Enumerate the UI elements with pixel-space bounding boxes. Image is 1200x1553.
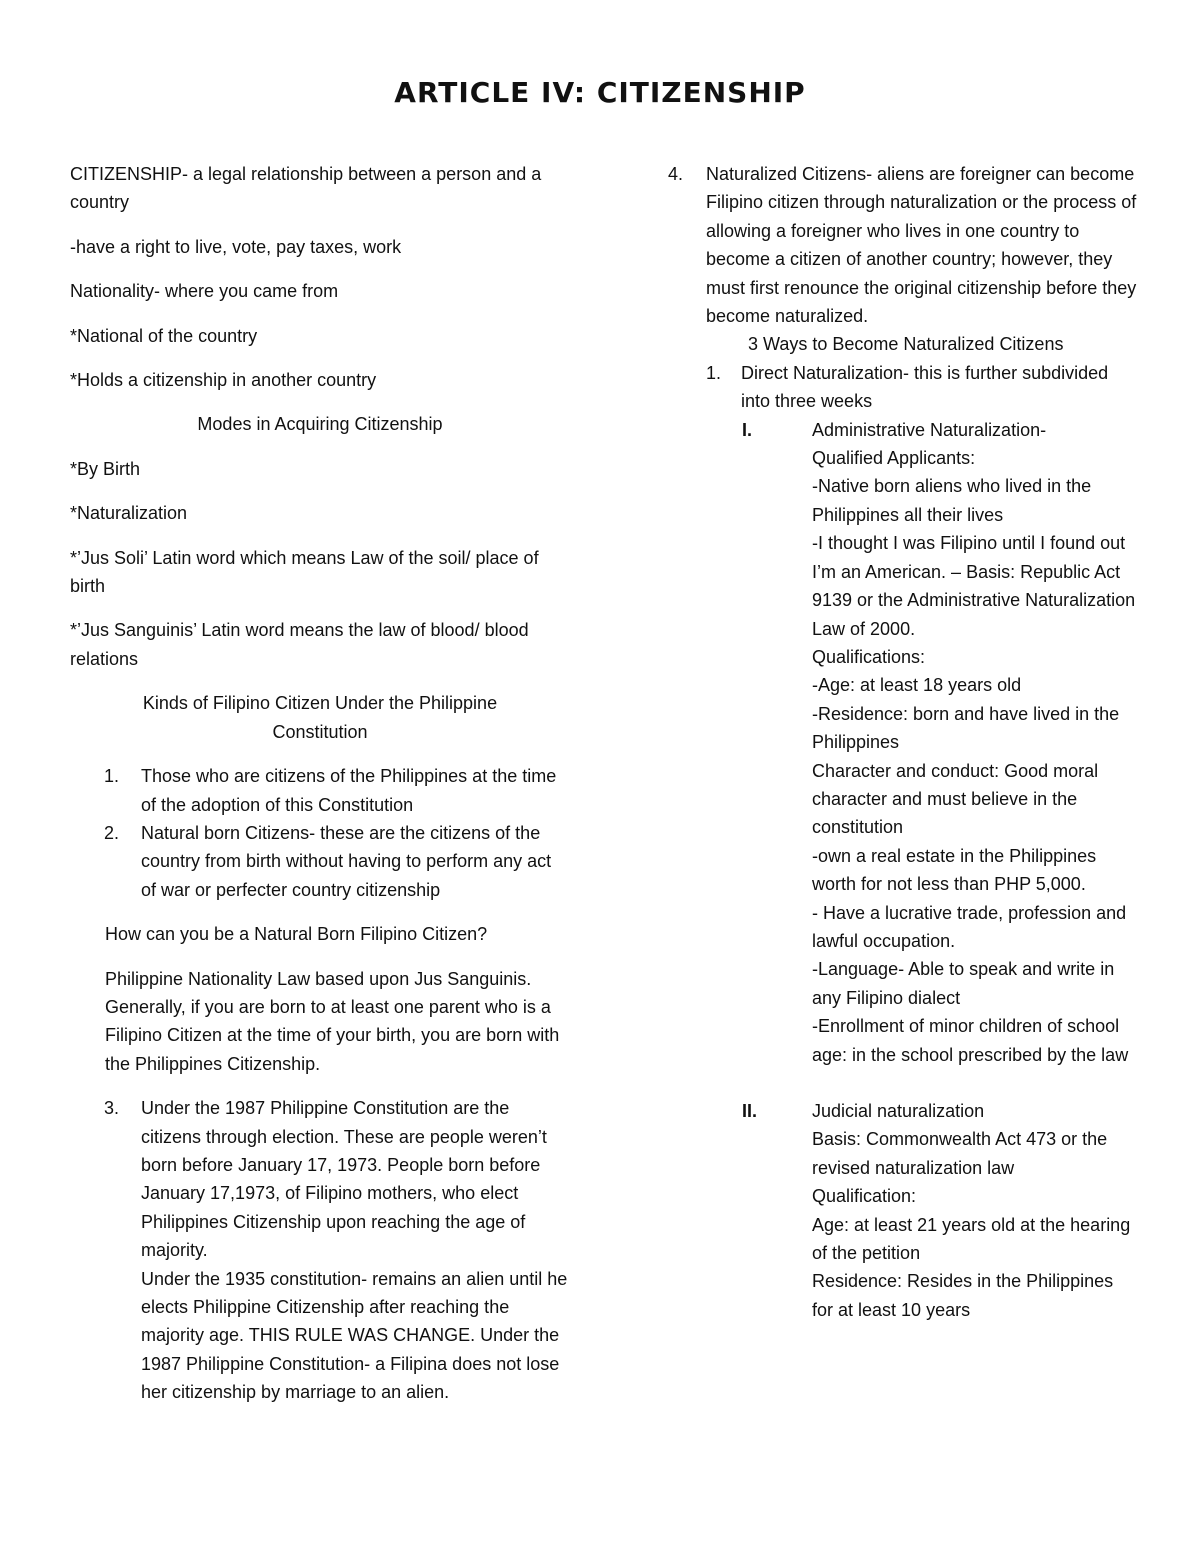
roman-line: - Have a lucrative trade, profession and lawful occupation.: [812, 902, 1127, 951]
left-column: [70, 160, 570, 1423]
citizenship-rights: -have a right to live, vote, pay taxes, work: [70, 236, 402, 257]
roman-line: Qualified Applicants:: [812, 448, 976, 469]
list-text: Naturalized Citizens- aliens are foreigner can become Filipino citizen through naturalization or the process of allowing a foreigner who lives in one country to become a citizen of another country; however, they must first renounce the original citizenship before they become naturalized.: [706, 164, 1137, 327]
roman-line: Character and conduct: Good moral character and must believe in the constitution: [812, 760, 1099, 838]
roman-line: -Language- Able to speak and write in any Filipino dialect: [812, 959, 1115, 1008]
nationality-bullet: *National of the country: [70, 325, 258, 346]
natural-born-answer: Philippine Nationality Law based upon Jus Sanguinis. Generally, if you are born to at least one parent who is a Filipino Citizen at the time of your birth, you are born with the Philippines Citizenship.: [105, 968, 560, 1074]
list-text: Under the 1935 constitution- remains an alien until he elects Philippine Citizenship after reaching the majority age. THIS RULE WAS CHANGE. Under the 1987 Philippine Constitution- a Filipina does not lose her citizenship by marriage to an alien.: [141, 1268, 568, 1403]
roman-line: Judicial naturalization: [812, 1101, 985, 1121]
list-item: [70, 819, 570, 904]
roman-line: Basis: Commonwealth Act 473 or the revised naturalization law: [812, 1129, 1108, 1178]
roman-line: Qualification:: [812, 1186, 917, 1207]
roman-line: -Age: at least 18 years old: [812, 675, 1022, 696]
mode-item: *’Jus Sanguinis’ Latin word means the law of blood/ blood relations: [70, 620, 529, 669]
roman-line: -Enrollment of minor children of school age: in the school prescribed by the law: [812, 1016, 1129, 1065]
page-title: ARTICLE IV: CITIZENSHIP: [394, 76, 806, 109]
list-number: 2.: [104, 822, 120, 843]
right-column: [668, 160, 1138, 1324]
roman-item: [668, 1097, 1138, 1324]
roman-line: Residence: Resides in the Philippines for at least 10 years: [812, 1271, 1114, 1320]
roman-line: -own a real estate in the Philippines worth for not less than PHP 5,000.: [812, 845, 1097, 895]
ways-heading: 3 Ways to Become Naturalized Citizens: [748, 334, 1064, 355]
list-number: 1.: [706, 362, 722, 383]
roman-line: Qualifications:: [812, 646, 926, 667]
list-text: Direct Naturalization- this is further subdivided into three weeks: [741, 362, 1109, 412]
mode-item: *Naturalization: [70, 503, 188, 524]
kinds-list: [70, 762, 570, 904]
roman-line: -Residence: born and have lived in the Philippines: [812, 703, 1120, 753]
mode-item: *By Birth: [70, 458, 141, 479]
list-item: [70, 762, 570, 819]
list-text: Natural born Citizens- these are the citizens of the country from birth without having to perform any act of war or perfecter country citizenship: [141, 822, 552, 900]
kinds-heading: Kinds of Filipino Citizen Under the Philippine Constitution: [142, 693, 498, 742]
roman-item: [668, 416, 1138, 1069]
roman-line: -I thought I was Filipino until I found out I’m an American. – Basis: Republic Act 9139 or the Administrative Naturalization Law of 2000.: [812, 533, 1136, 639]
kinds-list-continued: [70, 1094, 570, 1406]
roman-line: Age: at least 21 years old at the hearing of the petition: [812, 1214, 1131, 1264]
list-number: 1.: [104, 766, 120, 787]
roman-line: Administrative Naturalization-: [812, 419, 1047, 440]
modes-heading: Modes in Acquiring Citizenship: [197, 414, 443, 435]
citizenship-definition: CITIZENSHIP- a legal relationship between a person and a country: [70, 164, 542, 213]
list-text: Under the 1987 Philippine Constitution are the citizens through election. These are people weren’t born before January 17, 1973. People born before January 17,1973, of Filipino mothers, who elect Philippines Citizenship upon reaching the age of majority.: [141, 1098, 547, 1261]
list-number: 3.: [104, 1098, 120, 1119]
roman-number: I.: [742, 419, 753, 440]
mode-item: *’Jus Soli’ Latin word which means Law of the soil/ place of birth: [70, 547, 539, 597]
list-number: 4.: [668, 164, 684, 184]
natural-born-question: How can you be a Natural Born Filipino Citizen?: [105, 924, 488, 945]
nationality-definition: Nationality- where you came from: [70, 281, 339, 302]
list-item: [70, 1094, 570, 1406]
roman-number: II.: [742, 1101, 758, 1121]
roman-line: -Native born aliens who lived in the Philippines all their lives: [812, 476, 1092, 525]
list-item: [668, 359, 1138, 416]
list-item: [668, 160, 1138, 359]
list-text: Those who are citizens of the Philippines at the time of the adoption of this Constitution: [141, 766, 557, 815]
nationality-bullet: *Holds a citizenship in another country: [70, 370, 377, 391]
